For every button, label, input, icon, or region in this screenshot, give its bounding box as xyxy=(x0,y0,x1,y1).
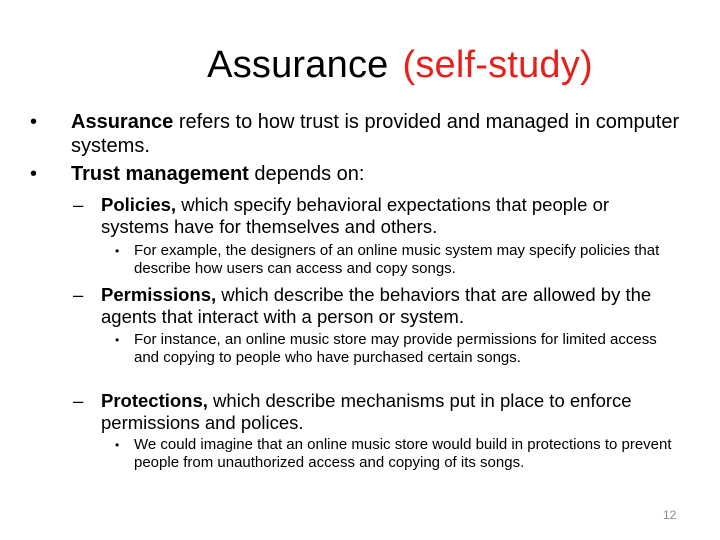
bullet-bold: Trust management xyxy=(71,163,249,185)
dash-mark: – xyxy=(73,390,84,411)
subitem-policies xyxy=(73,194,673,238)
example-permissions xyxy=(115,331,675,367)
subitem-protections xyxy=(73,390,673,434)
title-paren: (self-study) xyxy=(402,44,593,86)
subitem-permissions xyxy=(73,284,673,328)
page-number: 12 xyxy=(663,508,677,522)
dash-mark: – xyxy=(73,284,84,305)
bullet-text: depends on: xyxy=(248,163,365,185)
bullet-mark: • xyxy=(30,111,38,133)
example-text: For example, the designers of an online music system may specify policies that describe how users can access and copy songs. xyxy=(134,242,660,277)
title-text: Assurance xyxy=(207,44,389,86)
example-protections xyxy=(115,436,675,472)
subitem-bold: Policies, xyxy=(101,194,177,215)
subitem-text: which describe mechanisms put in place to enforce permissions and polices. xyxy=(101,390,632,433)
bullet-text: refers to how trust is provided and managed in computer systems. xyxy=(71,111,680,157)
bullet-mark: • xyxy=(30,163,38,185)
subitem-text: which describe the behaviors that are allowed by the agents that interact with a person or system. xyxy=(101,284,652,327)
subitem-text: which specify behavioral expectations that people or systems have for themselves and others. xyxy=(101,194,610,237)
bullet-assurance xyxy=(30,110,680,158)
example-text: For instance, an online music store may provide permissions for limited access and copying to people who have purchased certain songs. xyxy=(134,331,657,366)
bullet-mark: • xyxy=(115,244,120,258)
bullet-mark: • xyxy=(115,333,120,347)
subitem-bold: Permissions, xyxy=(101,284,217,305)
example-policies xyxy=(115,242,675,278)
bullet-trust-management xyxy=(30,162,680,186)
subitem-bold: Protections, xyxy=(101,390,208,411)
bullet-bold: Assurance xyxy=(71,111,174,133)
bullet-mark: • xyxy=(115,438,120,452)
example-text: We could imagine that an online music store would build in protections to prevent people from unauthorized access and copying of its songs. xyxy=(134,436,672,471)
dash-mark: – xyxy=(73,194,84,215)
slide-title xyxy=(0,44,720,87)
